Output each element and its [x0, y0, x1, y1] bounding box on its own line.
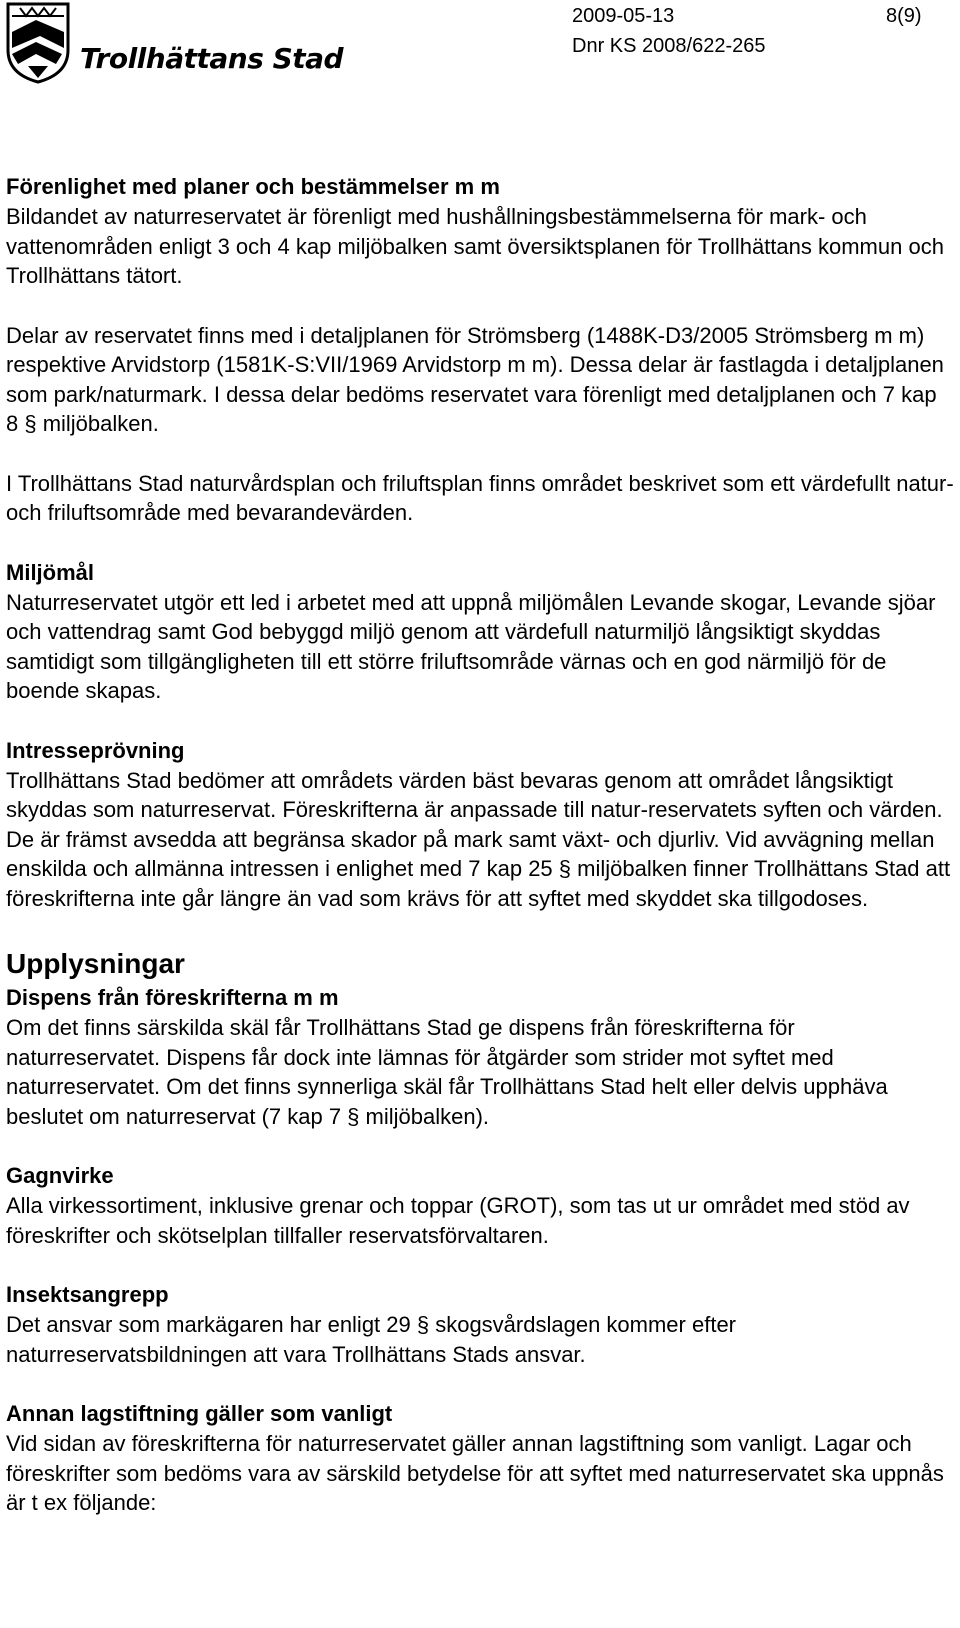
section-heading-gagnvirke: Gagnvirke — [6, 1163, 114, 1188]
document-date: 2009-05-13 — [572, 5, 675, 27]
org-logo-text: Trollhättans Stad — [80, 42, 344, 75]
section-heading-intresseprovning: Intresseprövning — [6, 737, 185, 763]
paragraph: Alla virkessortiment, inklusive grenar och toppar (GROT), som tas ut ur området med stöd av föreskrifter och skötselplan tillfaller reservatsförvaltaren. — [6, 1193, 910, 1248]
document-body — [6, 172, 954, 1518]
section-heading-dispens: Dispens från föreskrifterna m m — [6, 985, 339, 1010]
page-header — [0, 0, 960, 90]
paragraph: Vid sidan av föreskrifterna för naturreservatet gäller annan lagstiftning som vanligt. Lagar och föreskrifter som bedöms vara av särskild betydelse för att syftet med naturreservatet ska uppnås är t ex följande: — [6, 1431, 944, 1515]
page-number: 8(9) — [886, 5, 922, 27]
paragraph: Om det finns särskilda skäl får Trollhättans Stad ge dispens från föreskrifterna för naturreservatet. Dispens får dock inte lämnas för åtgärder som strider mot syftet med naturreservatet. Om det finns synnerliga skäl får Trollhättans Stad helt eller delvis upphäva beslutet om naturreservat (7 kap 7 § miljöbalken). — [6, 1015, 888, 1129]
paragraph: Trollhättans Stad bedömer att områdets värden bäst bevaras genom att området långsiktigt skyddas som naturreservat. Föreskrifterna är anpassade till natur-reservatets syften och värden. De är främst avsedda att begränsa skador på mark samt växt- och djurliv. Vid avvägning mellan enskilda och allmänna intressen i enlighet med 7 kap 25 § miljöbalken finner Trollhättans Stad att föreskrifterna inte går längre än vad som krävs för att syftet med skyddet ska tillgodoses. — [6, 767, 951, 911]
section-heading-forenlighet: Förenlighet med planer och bestämmelser m m — [6, 174, 500, 199]
paragraph: Delar av reservatet finns med i detaljplanen för Strömsberg (1488K-D3/2005 Strömsberg m m) respektive Arvidstorp (1581K-S:VII/1969 Arvidstorp m m). Dessa delar är fastlagda i detaljplanen som park/naturmark. I dessa delar bedöms reservatet vara förenligt med detaljplanen och 7 kap 8 § miljöbalken. — [6, 322, 944, 436]
municipal-crest-icon — [6, 2, 70, 84]
section-heading-miljomal: Miljömål — [6, 559, 95, 585]
paragraph: Bildandet av naturreservatet är förenligt med hushållningsbestämmelserna för mark- och vattenområden enligt 3 och 4 kap miljöbalken samt översiktsplanen för Trollhättans kommun och Trollhättans tätort. — [6, 204, 944, 288]
document-reference: Dnr KS 2008/622-265 — [572, 35, 766, 57]
section-heading-upplysningar: Upplysningar — [6, 948, 185, 979]
paragraph: I Trollhättans Stad naturvårdsplan och friluftsplan finns området beskrivet som ett värdefullt natur- och friluftsområde med bevarandevärden. — [6, 470, 954, 525]
section-heading-insektsangrepp: Insektsangrepp — [6, 1282, 169, 1307]
section-heading-annan-lagstiftning: Annan lagstiftning gäller som vanligt — [6, 1401, 393, 1426]
paragraph: Det ansvar som markägaren har enligt 29 § skogsvårdslagen kommer efter naturreservatsbildningen att vara Trollhättans Stads ansvar. — [6, 1312, 737, 1367]
paragraph: Naturreservatet utgör ett led i arbetet med att uppnå miljömålen Levande skogar, Levande sjöar och vattendrag samt God bebyggd miljö genom att värdefull naturmiljö långsiktigt skyddas samtidigt som tillgängligheten till ett större friluftsområde värnas och en god närmiljö för de boende skapas. — [6, 589, 936, 703]
